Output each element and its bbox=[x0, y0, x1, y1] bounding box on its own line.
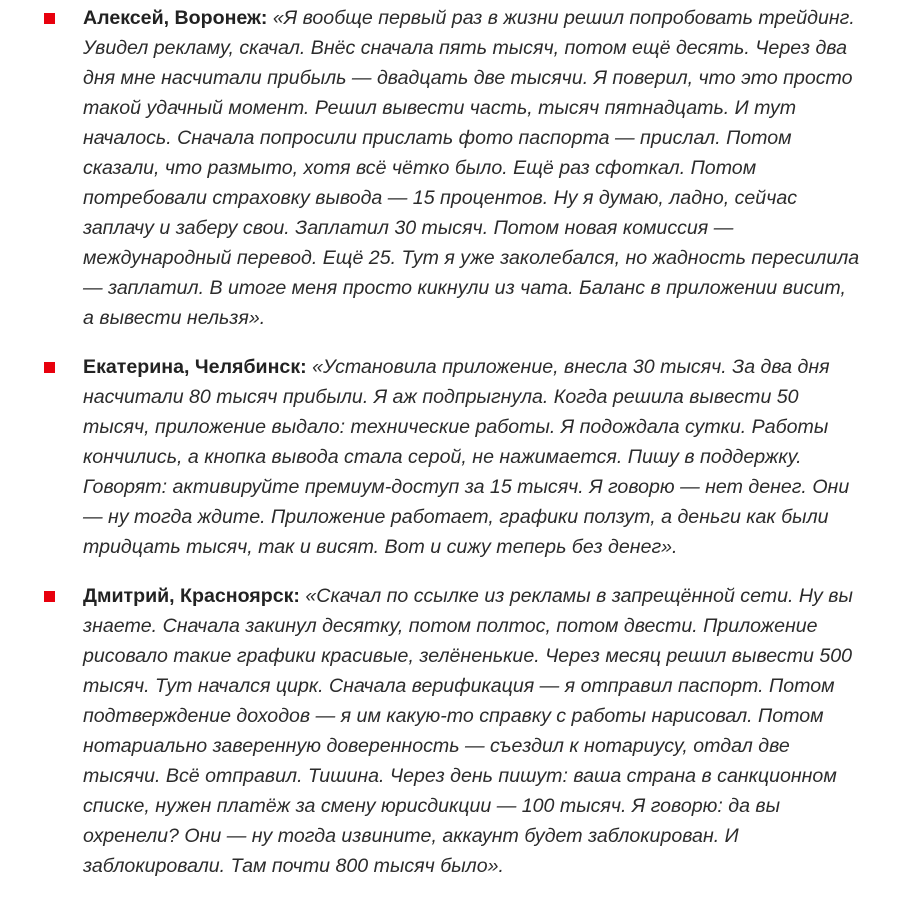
author-name: Дмитрий, Красноярск: bbox=[83, 585, 306, 607]
author-name: Екатерина, Челябинск: bbox=[83, 356, 313, 378]
author-quote: «Я вообще первый раз в жизни решил попробовать трейдинг. Увидел рекламу, скачал. Внёс сначала пять тысяч, потом ещё десять. Через два дня мне насчитали прибыль — двадцать две тысячи. Я поверил, что это просто такой удачный момент. Решил вывести часть, тысяч пятнадцать. И тут началось. Сначала попросили прислать фото паспорта — прислал. Потом сказали, что размыто, хотя всё чётко было. Ещё раз сфоткал. Потом потребовали страховку вывода — 15 процентов. Ну я думаю, ладно, сейчас заплачу и заберу свои. Заплатил 30 тысяч. Потом новая комиссия — международный перевод. Ещё 25. Тут я уже заколебался, но жадность пересилила — заплатил. В итоге меня просто кикнули из чата. Баланс в приложении висит, а вывести нельзя». bbox=[83, 7, 860, 329]
list-item bbox=[0, 3, 901, 333]
author-name: Алексей, Воронеж: bbox=[83, 7, 273, 29]
author-quote: «Установила приложение, внесла 30 тысяч. За два дня насчитали 80 тысяч прибыли. Я аж подпрыгнула. Когда решила вывести 50 тысяч, приложение выдало: технические работы. Я подождала сутки. Работы кончились, а кнопка вывода стала серой, не нажимается. Пишу в поддержку. Говорят: активируйте премиум-доступ за 15 тысяч. Я говорю — нет денег. Они — ну тогда ждите. Приложение работает, графики ползут, а деньги как были тридцать тысяч, так и висят. Вот и сижу теперь без денег». bbox=[83, 356, 850, 558]
list-item bbox=[0, 581, 901, 881]
bullet-square-icon bbox=[44, 13, 55, 24]
bullet-square-icon bbox=[44, 362, 55, 373]
bullet-square-icon bbox=[44, 591, 55, 602]
testimonial-list bbox=[0, 3, 901, 900]
list-item bbox=[0, 352, 901, 562]
author-quote: «Скачал по ссылке из рекламы в запрещённой сети. Ну вы знаете. Сначала закинул десятку, потом полтос, потом двести. Приложение рисовало такие графики красивые, зелёненькие. Через месяц решил вывести 500 тысяч. Тут начался цирк. Сначала верификация — я отправил паспорт. Потом подтверждение доходов — я им какую-то справку с работы нарисовал. Потом нотариально заверенную доверенность — съездил к нотариусу, отдал две тысячи. Всё отправил. Тишина. Через день пишут: ваша страна в санкционном списке, нужен платёж за смену юрисдикции — 100 тысяч. Я говорю: да вы охренели? Они — ну тогда извините, аккаунт будет заблокирован. И заблокировали. Там почти 800 тысяч было». bbox=[83, 585, 853, 877]
